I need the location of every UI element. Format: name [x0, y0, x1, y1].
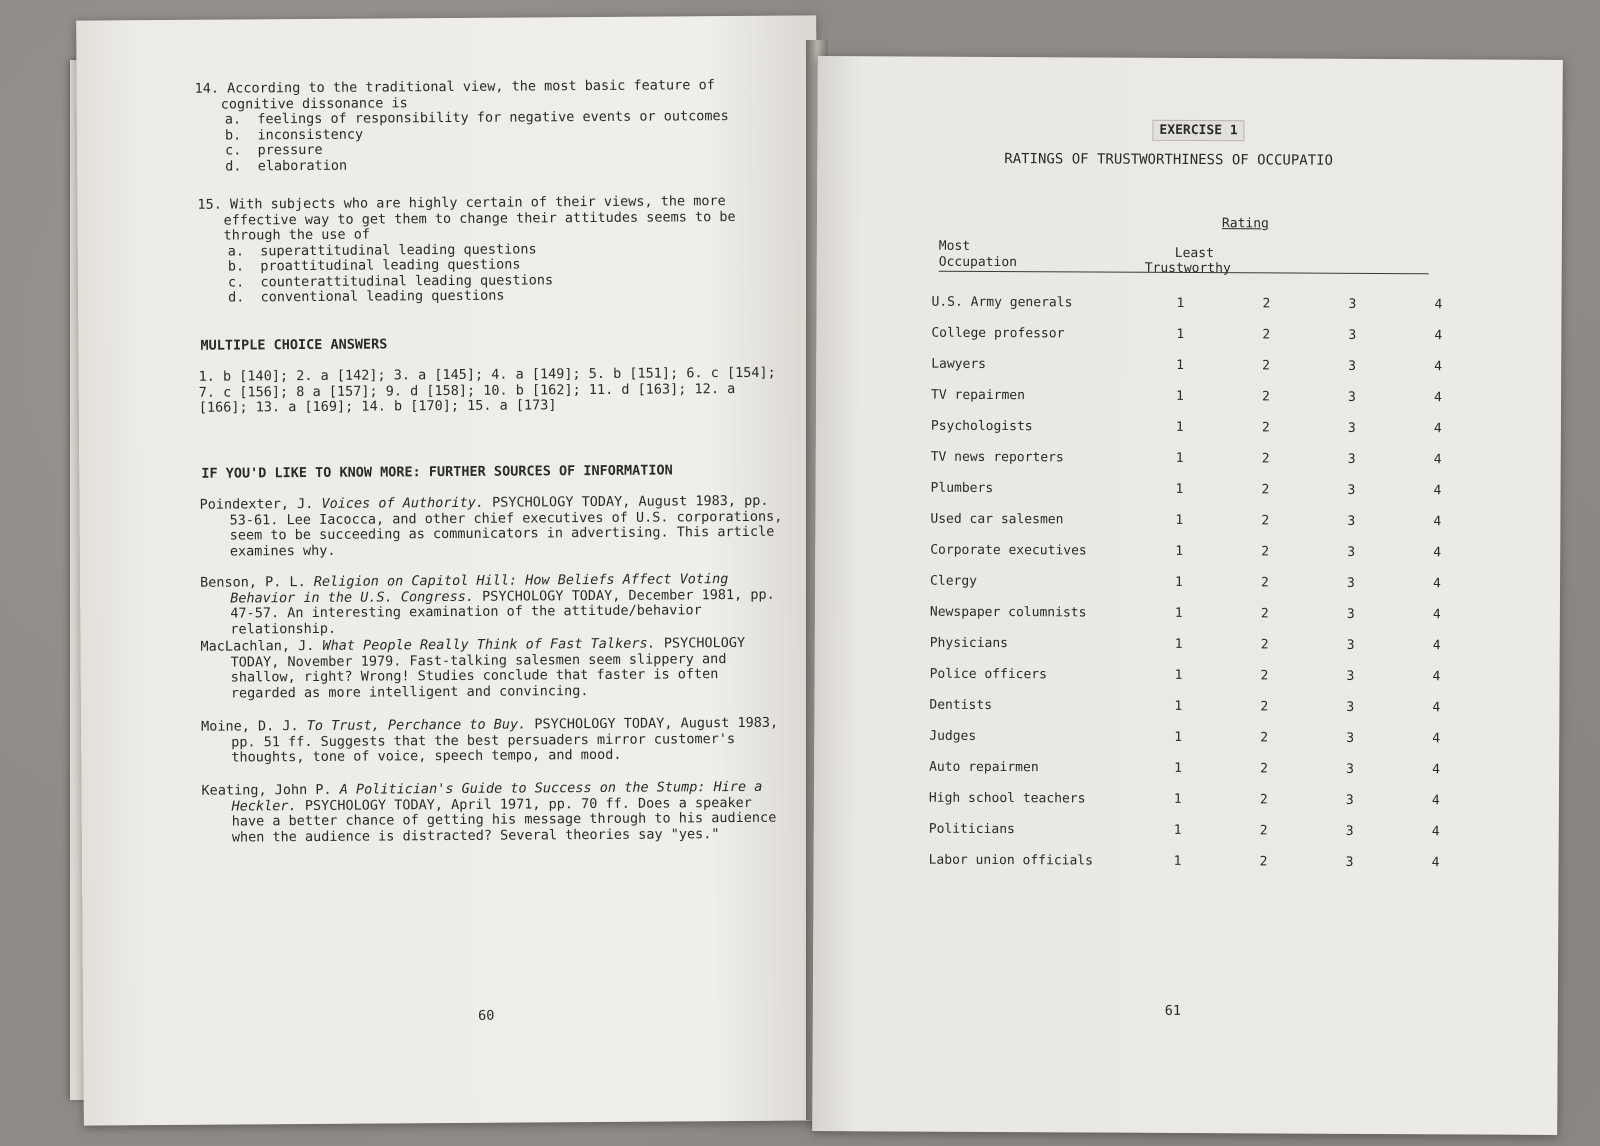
rating-option-4: 4: [1432, 607, 1441, 623]
answers-list: 1. b [140]; 2. a [142]; 3. a [145]; 4. a [149]; 5. b [151]; 6. c [154]; 7. c [156]; 8 a [157]; 9. d [158]; 10. b [162]; 11. d [163]; 12. a [166]; 13. a [169]; 14. b [170]; 15. a [173]: [198, 364, 776, 416]
reference-author: Benson, P. L.: [200, 573, 314, 591]
question-14: [195, 78, 796, 175]
rating-label: Rating: [1221, 216, 1269, 232]
question-14-option-c: c. pressure: [225, 141, 323, 159]
question-15-option-d: d. conventional leading questions: [228, 287, 505, 306]
reference-title: To Trust, Perchance to Buy.: [306, 716, 527, 735]
rating-option-2: 2: [1260, 637, 1269, 653]
rating-table: [929, 287, 1521, 879]
question-15-stem: 15. With subjects who are highly certain of their views, the more effective way to get them to change their attitudes seems to be through the use of: [197, 193, 744, 244]
rating-option-2: 2: [1260, 606, 1269, 622]
rating-row: [931, 287, 1520, 321]
column-most: Most: [938, 238, 971, 254]
rating-option-4: 4: [1434, 328, 1443, 344]
reference-2: [200, 572, 790, 638]
reference-author: Keating, John P.: [201, 781, 340, 799]
reference-5: [201, 780, 791, 846]
rating-option-3: 3: [1345, 792, 1354, 808]
reference-title: Voices of Authority.: [321, 494, 485, 512]
reference-details: PSYCHOLOGY TODAY, August 1983, pp. 53-61. Lee Iacocca, and other chief executives of U.S. corporations, seem to be succeeding as communicators in advertising. This article examines why.: [229, 492, 783, 560]
rating-option-1: 1: [1173, 853, 1182, 869]
rating-option-4: 4: [1433, 545, 1442, 561]
reference-3: [200, 636, 790, 702]
exercise-title: RATINGS OF TRUSTWORTHINESS OF OCCUPATIO: [1004, 151, 1334, 169]
occupation-name: College professor: [931, 325, 1065, 342]
rating-row: [929, 814, 1518, 848]
rating-option-2: 2: [1262, 358, 1271, 374]
rating-option-3: 3: [1347, 420, 1356, 436]
rating-option-2: 2: [1260, 699, 1269, 715]
page-number-left: 60: [478, 1007, 495, 1024]
occupation-name: Labor union officials: [928, 852, 1094, 869]
rating-option-4: 4: [1433, 452, 1442, 468]
rating-option-2: 2: [1261, 451, 1270, 467]
occupation-name: TV repairmen: [931, 387, 1026, 404]
column-least: Least: [1174, 245, 1214, 262]
rating-row: [930, 473, 1519, 507]
rating-option-3: 3: [1346, 637, 1355, 653]
question-14-option-d: d. elaboration: [225, 157, 348, 175]
rating-option-2: 2: [1259, 854, 1268, 870]
rating-option-1: 1: [1173, 822, 1182, 838]
answers-heading: MULTIPLE CHOICE ANSWERS: [200, 336, 388, 354]
rating-row: [930, 659, 1519, 693]
occupation-name: High school teachers: [928, 790, 1086, 807]
rating-option-4: 4: [1431, 793, 1440, 809]
rating-row: [929, 690, 1518, 724]
question-15-option-b: b. proattitudinal leading questions: [227, 256, 521, 275]
rating-row: [929, 721, 1518, 755]
rating-option-1: 1: [1173, 791, 1182, 807]
occupation-name: Physicians: [929, 635, 1009, 652]
rating-option-4: 4: [1431, 824, 1440, 840]
rating-option-1: 1: [1175, 450, 1184, 466]
rating-option-4: 4: [1434, 297, 1443, 313]
rating-option-3: 3: [1348, 358, 1357, 374]
reference-title: Religion on Capitol Hill: How Beliefs Affect Voting Behavior in the U.S. Congress.: [230, 571, 729, 607]
rating-option-2: 2: [1261, 482, 1270, 498]
rating-option-3: 3: [1346, 761, 1354, 777]
rating-option-2: 2: [1259, 823, 1268, 839]
rating-option-2: 2: [1262, 296, 1271, 312]
rating-option-4: 4: [1431, 855, 1440, 871]
rating-option-1: 1: [1174, 667, 1183, 683]
rating-option-2: 2: [1262, 327, 1271, 343]
rating-option-1: 1: [1176, 388, 1184, 404]
rating-row: [931, 349, 1520, 383]
rating-option-1: 1: [1176, 326, 1185, 342]
rating-option-1: 1: [1175, 574, 1183, 590]
rating-option-3: 3: [1347, 513, 1356, 529]
question-15-option-c: c. counterattitudinal leading questions: [227, 271, 554, 291]
rating-row: [929, 845, 1518, 879]
rating-row: [930, 628, 1519, 662]
rating-option-2: 2: [1261, 544, 1270, 560]
reference-author: MacLachlan, J.: [200, 637, 323, 655]
rating-option-1: 1: [1174, 605, 1183, 621]
column-occupation: Occupation: [938, 254, 1018, 271]
right-page: [812, 56, 1563, 1135]
rating-option-4: 4: [1432, 700, 1441, 716]
reference-author: Poindexter, J.: [199, 495, 322, 513]
left-page: [76, 15, 824, 1125]
occupation-name: Politicians: [928, 821, 1015, 838]
rating-option-3: 3: [1345, 823, 1354, 839]
occupation-name: Auto repairmen: [929, 759, 1039, 776]
page-number-right: 61: [1164, 1002, 1182, 1019]
occupation-name: Lawyers: [931, 356, 987, 372]
rating-option-3: 3: [1348, 296, 1357, 312]
rating-option-2: 2: [1261, 420, 1270, 436]
rating-option-4: 4: [1433, 483, 1442, 499]
occupation-name: Used car salesmen: [930, 511, 1064, 528]
rating-option-2: 2: [1260, 730, 1269, 746]
occupation-name: Police officers: [929, 666, 1048, 683]
rating-option-3: 3: [1346, 730, 1355, 746]
occupation-name: Psychologists: [930, 418, 1033, 435]
rating-row: [931, 380, 1520, 414]
rating-option-1: 1: [1175, 481, 1184, 497]
rating-option-3: 3: [1346, 606, 1355, 622]
rating-option-2: 2: [1261, 575, 1269, 591]
rating-option-3: 3: [1348, 389, 1356, 405]
reference-details: PSYCHOLOGY TODAY, April 1971, pp. 70 ff. Does a speaker have a better chance of getting his message through to his audience when the audience is distracted? Several theories say "yes.": [231, 794, 777, 846]
rating-option-4: 4: [1432, 638, 1441, 654]
rating-option-3: 3: [1346, 668, 1355, 684]
reference-details: PSYCHOLOGY TODAY, August 1983, pp. 51 ff. Suggests that the best persuaders mirror customer's thoughts, tone of voice, speech tempo, and mood.: [231, 714, 779, 766]
rating-option-2: 2: [1262, 389, 1270, 405]
occupation-name: TV news reporters: [930, 449, 1064, 466]
rating-option-1: 1: [1174, 636, 1183, 652]
exercise-label: EXERCISE 1: [1152, 120, 1244, 141]
reference-1: [199, 494, 789, 560]
reference-title: What People Really Think of Fast Talkers.: [322, 635, 656, 654]
rating-option-1: 1: [1174, 760, 1182, 776]
rating-option-4: 4: [1433, 390, 1442, 406]
occupation-name: Clergy: [930, 573, 978, 589]
rating-row: [931, 318, 1520, 352]
rating-option-1: 1: [1176, 295, 1185, 311]
rating-option-4: 4: [1432, 669, 1441, 685]
occupation-name: Newspaper columnists: [929, 604, 1087, 621]
rating-option-3: 3: [1347, 575, 1355, 591]
rating-option-4: 4: [1432, 731, 1441, 747]
rating-option-2: 2: [1260, 668, 1269, 684]
rating-option-2: 2: [1260, 761, 1268, 777]
rating-option-1: 1: [1175, 512, 1184, 528]
rating-row: [929, 783, 1518, 817]
question-14-option-a: a. feelings of responsibility for negative events or outcomes: [224, 108, 729, 128]
rating-option-1: 1: [1175, 419, 1184, 435]
rating-option-1: 1: [1176, 357, 1185, 373]
reference-author: Moine, D. J.: [201, 718, 307, 735]
question-15: [197, 194, 798, 307]
rating-row: [929, 752, 1518, 786]
rating-option-3: 3: [1347, 451, 1356, 467]
rating-row: [930, 504, 1519, 538]
rating-row: [930, 597, 1519, 631]
rating-option-3: 3: [1345, 854, 1354, 870]
answers-text: [199, 366, 779, 417]
rating-option-4: 4: [1433, 576, 1441, 592]
rating-option-4: 4: [1433, 514, 1442, 530]
rating-option-3: 3: [1346, 699, 1355, 715]
rating-option-2: 2: [1261, 513, 1270, 529]
rating-option-1: 1: [1174, 698, 1183, 714]
rating-row: [931, 411, 1520, 445]
reference-title: A Politician's Guide to Success on the Stump: Hire a Heckler.: [231, 778, 763, 815]
rating-row: [930, 566, 1519, 600]
rating-row: [930, 535, 1519, 569]
reference-4: [201, 716, 791, 767]
question-14-stem: 14. According to the traditional view, the most basic feature of cognitive dissonance is: [194, 77, 723, 113]
rating-option-1: 1: [1175, 543, 1184, 559]
occupation-name: Corporate executives: [930, 542, 1087, 559]
occupation-name: Dentists: [929, 697, 993, 713]
sources-heading: IF YOU'D LIKE TO KNOW MORE: FURTHER SOURCES OF INFORMATION: [201, 462, 673, 482]
reference-details: PSYCHOLOGY TODAY, November 1979. Fast-talking salesmen seem slippery and shallow, right? Wrong! Studies conclude that faster is often regarded as more intelligent and convincing.: [230, 634, 746, 702]
rating-row: [931, 442, 1520, 476]
occupation-name: Judges: [929, 728, 977, 744]
rating-option-3: 3: [1347, 544, 1356, 560]
rating-option-3: 3: [1347, 482, 1356, 498]
occupation-name: U.S. Army generals: [931, 294, 1073, 311]
column-trustworthy: Trustworthy: [1144, 260, 1231, 277]
rating-option-2: 2: [1259, 792, 1268, 808]
rating-option-3: 3: [1348, 327, 1357, 343]
question-14-option-b: b. inconsistency: [224, 126, 364, 144]
rating-option-4: 4: [1434, 359, 1443, 375]
reference-details: PSYCHOLOGY TODAY, December 1981, pp. 47-57. An interesting examination of the attitude/behavior relationship.: [230, 586, 775, 638]
occupation-name: Plumbers: [930, 480, 994, 496]
question-15-option-a: a. superattitudinal leading questions: [227, 240, 537, 260]
rating-option-1: 1: [1174, 729, 1183, 745]
rating-option-4: 4: [1432, 762, 1440, 778]
rating-option-4: 4: [1433, 421, 1442, 437]
